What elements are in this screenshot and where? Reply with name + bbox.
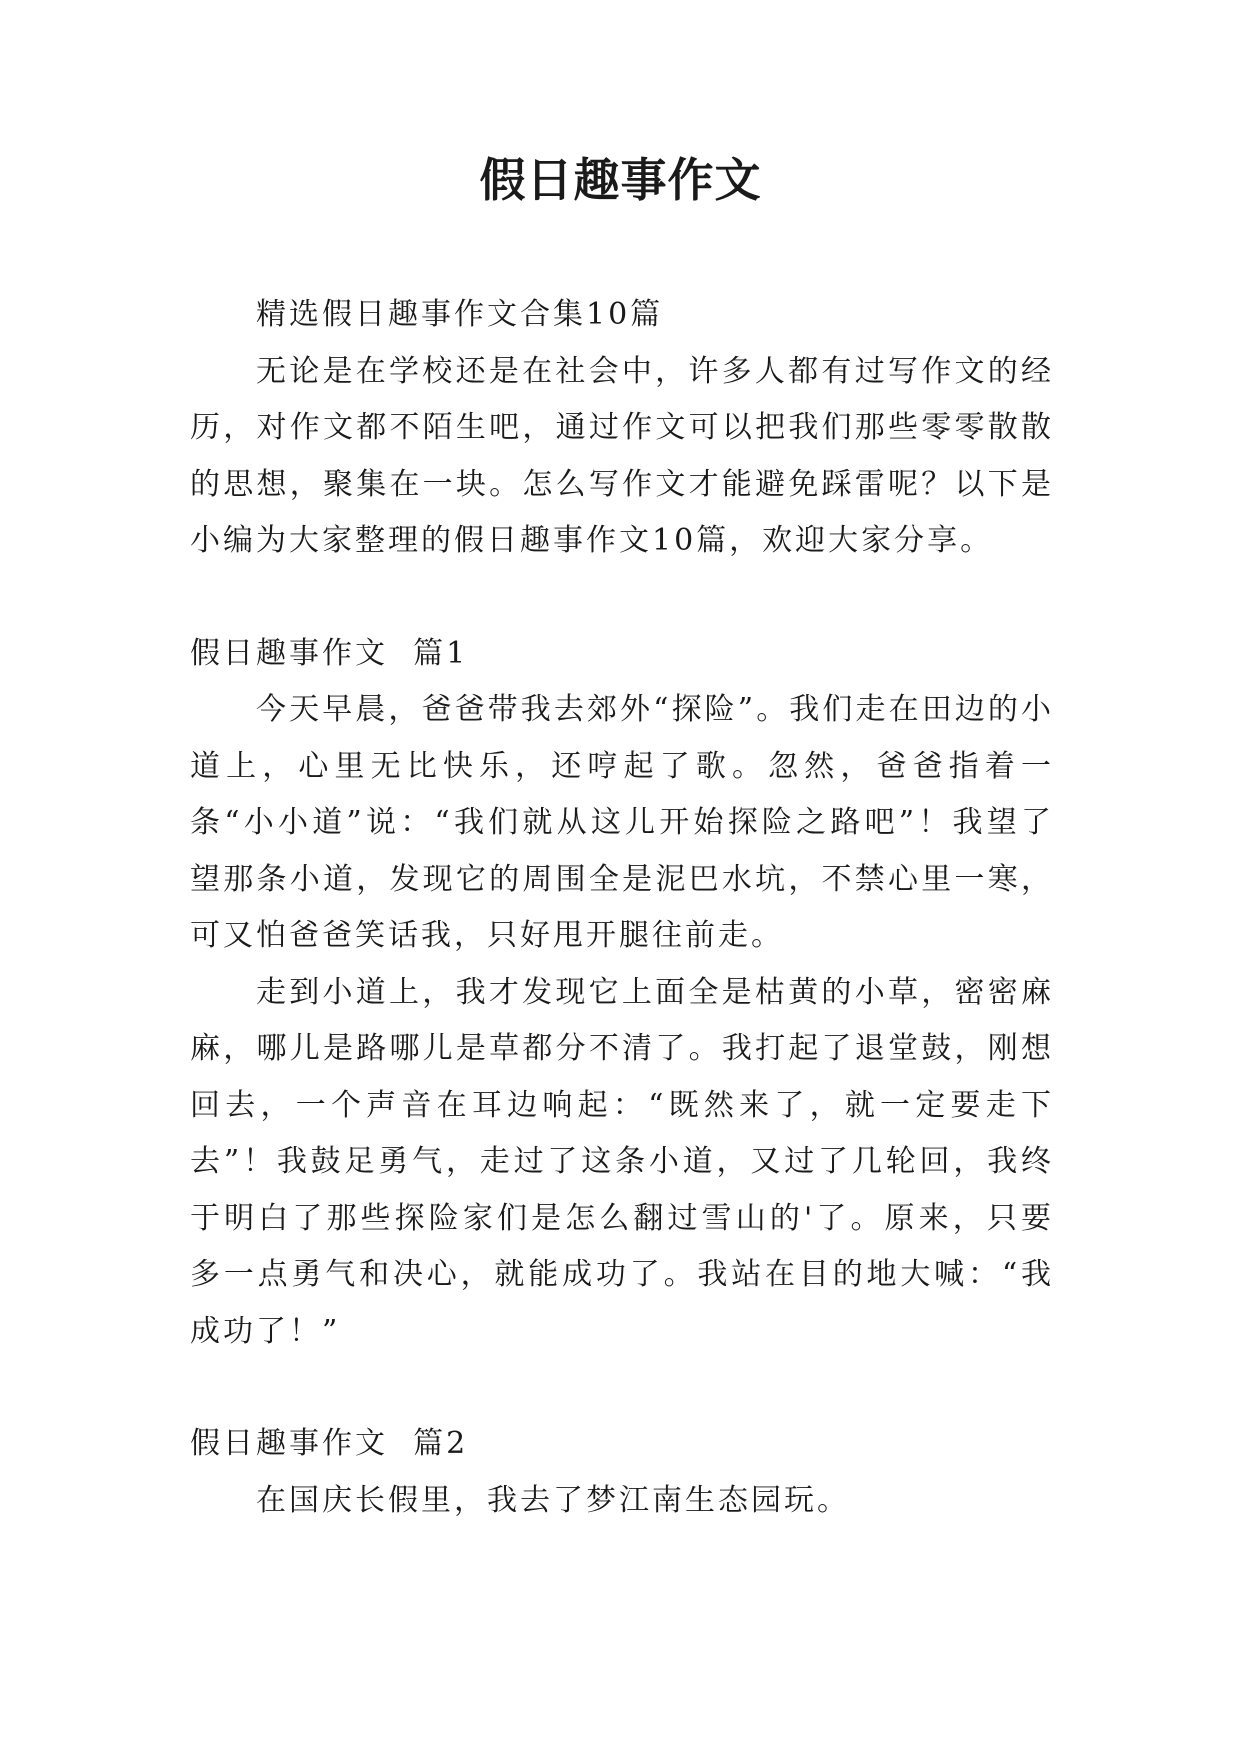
intro-paragraph: 无论是在学校还是在社会中，许多人都有过写作文的经历，对作文都不陌生吧，通过作文可以把我们那些零零散散的思想，聚集在一块。怎么写作文才能避免踩雷呢？以下是小编为大家整理的假日趣事作文10篇，欢迎大家分享。 bbox=[190, 353, 1054, 558]
intro-subtitle: 精选假日趣事作文合集10篇 bbox=[256, 297, 664, 332]
section-heading-1: 假日趣事作文 篇1 bbox=[190, 635, 469, 671]
section-1-paragraph-1: 今天早晨，爸爸带我去郊外“探险”。我们走在田边的小道上，心里无比快乐，还哼起了歌。忽然，爸爸指着一条“小小道”说：“我们就从这儿开始探险之路吧”！我望了望那条小道，发现它的周围全是泥巴水坑，不禁心里一寒，可又怕爸爸笑话我，只好甩开腿往前走。 bbox=[190, 692, 1054, 953]
section-1-paragraph-2: 走到小道上，我才发现它上面全是枯黄的小草，密密麻麻，哪儿是路哪儿是草都分不清了。我打起了退堂鼓，刚想回去，一个声音在耳边响起：“既然来了，就一定要走下去”！我鼓足勇气，走过了这条小道，又过了几轮回，我终于明白了那些探险家们是怎么翻过雪山的'了。原来，只要多一点勇气和决心，就能成功了。我站在目的地大喊：“我成功了！” bbox=[190, 974, 1054, 1349]
document-title: 假日趣事作文 bbox=[479, 153, 762, 207]
section-2-paragraph-1: 在国庆长假里，我去了梦江南生态园玩。 bbox=[256, 1482, 850, 1518]
section-heading-2: 假日趣事作文 篇2 bbox=[190, 1426, 469, 1461]
document-body bbox=[190, 287, 1054, 1529]
